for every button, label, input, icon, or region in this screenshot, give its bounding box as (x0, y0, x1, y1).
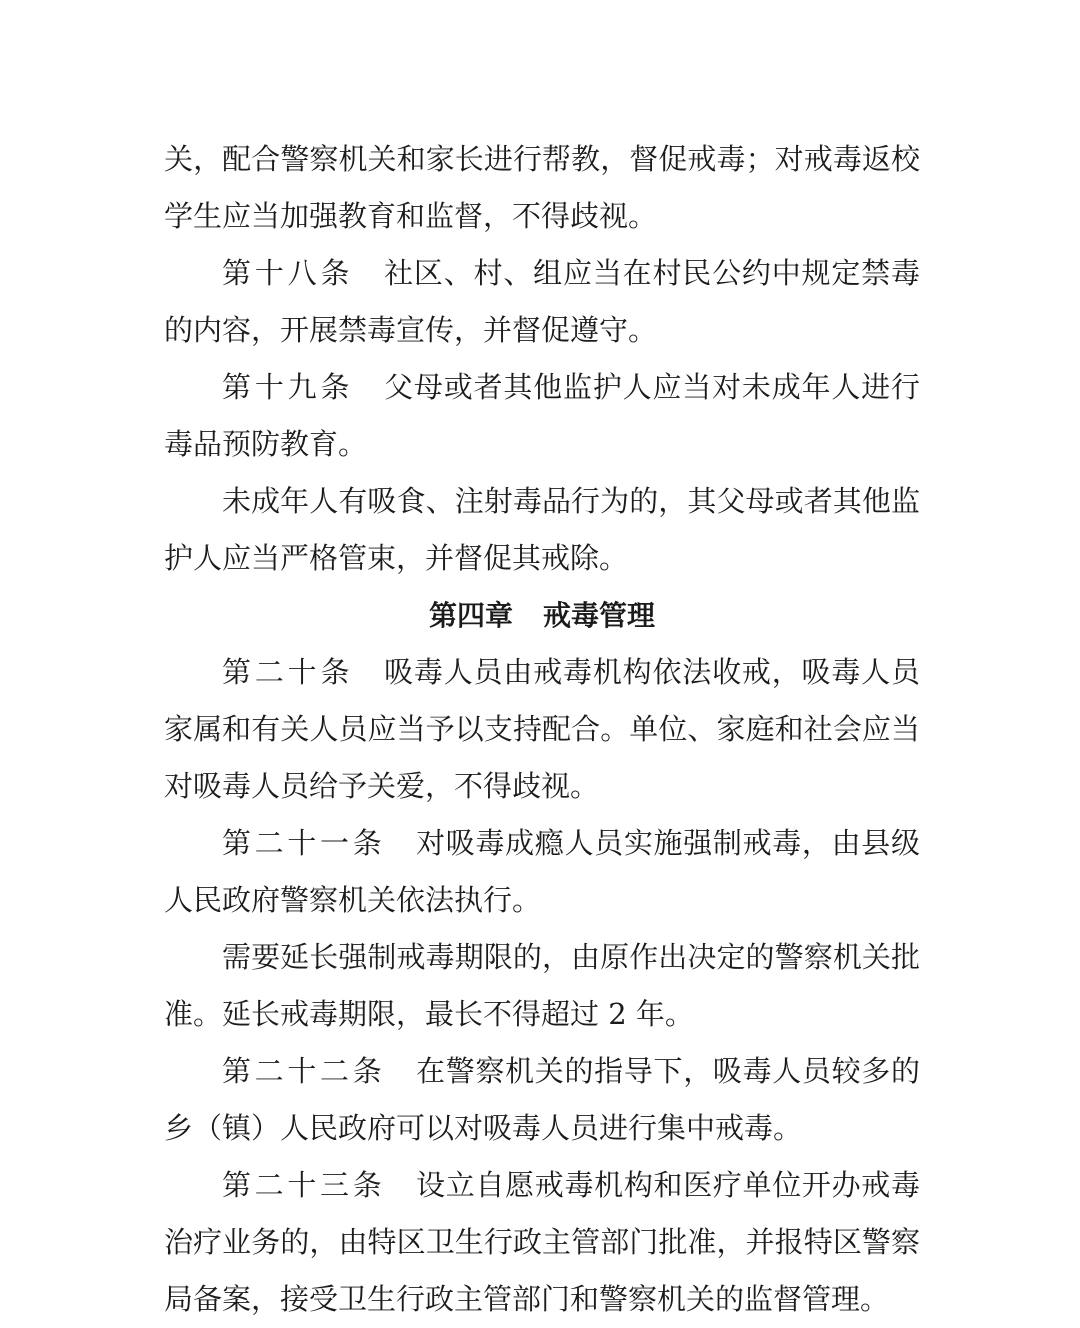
article-text: 社区、村、组应当在村民公约中规定禁毒的内容，开展禁毒宣传，并督促遵守。 (164, 256, 920, 347)
article-text: 在警察机关的指导下，吸毒人员较多的乡（镇）人民政府可以对吸毒人员进行集中戒毒。 (164, 1054, 920, 1145)
article-22 (164, 1043, 920, 1157)
article-21 (164, 815, 920, 929)
article-number: 第二十条 (222, 655, 354, 689)
document-body (164, 131, 920, 1328)
article-text: 吸毒人员由戒毒机构依法收戒，吸毒人员家属和有关人员应当予以支持配合。单位、家庭和社会应当对吸毒人员给予关爱，不得歧视。 (164, 655, 920, 803)
article-number: 第十九条 (222, 370, 354, 404)
article-number: 第二十二条 (222, 1054, 386, 1088)
paragraph-extension-period: 需要延长强制戒毒期限的，由原作出决定的警察机关批准。延长戒毒期限，最长不得超过 2 年。 (164, 940, 920, 1031)
article-number: 第十八条 (222, 256, 354, 290)
article-text: 父母或者其他监护人应当对未成年人进行毒品预防教育。 (164, 370, 920, 461)
article-text: 设立自愿戒毒机构和医疗单位开办戒毒治疗业务的，由特区卫生行政主管部门批准，并报特区警察局备案，接受卫生行政主管部门和警察机关的监督管理。 (164, 1168, 920, 1316)
article-19 (164, 359, 920, 473)
chapter-title: 戒毒管理 (543, 599, 656, 632)
article-number: 第二十一条 (222, 826, 386, 860)
paragraph-minors-drug-use: 未成年人有吸食、注射毒品行为的，其父母或者其他监护人应当严格管束，并督促其戒除。 (164, 484, 920, 575)
article-23 (164, 1157, 920, 1328)
article-number: 第二十三条 (222, 1168, 386, 1202)
article-20 (164, 644, 920, 815)
chapter-heading (164, 587, 920, 644)
article-text: 对吸毒成瘾人员实施强制戒毒，由县级人民政府警察机关依法执行。 (164, 826, 920, 917)
paragraph-continuation: 关，配合警察机关和家长进行帮教，督促戒毒；对戒毒返校学生应当加强教育和监督，不得歧视。 (164, 142, 920, 233)
article-18 (164, 245, 920, 359)
chapter-number: 第四章 (428, 599, 513, 632)
